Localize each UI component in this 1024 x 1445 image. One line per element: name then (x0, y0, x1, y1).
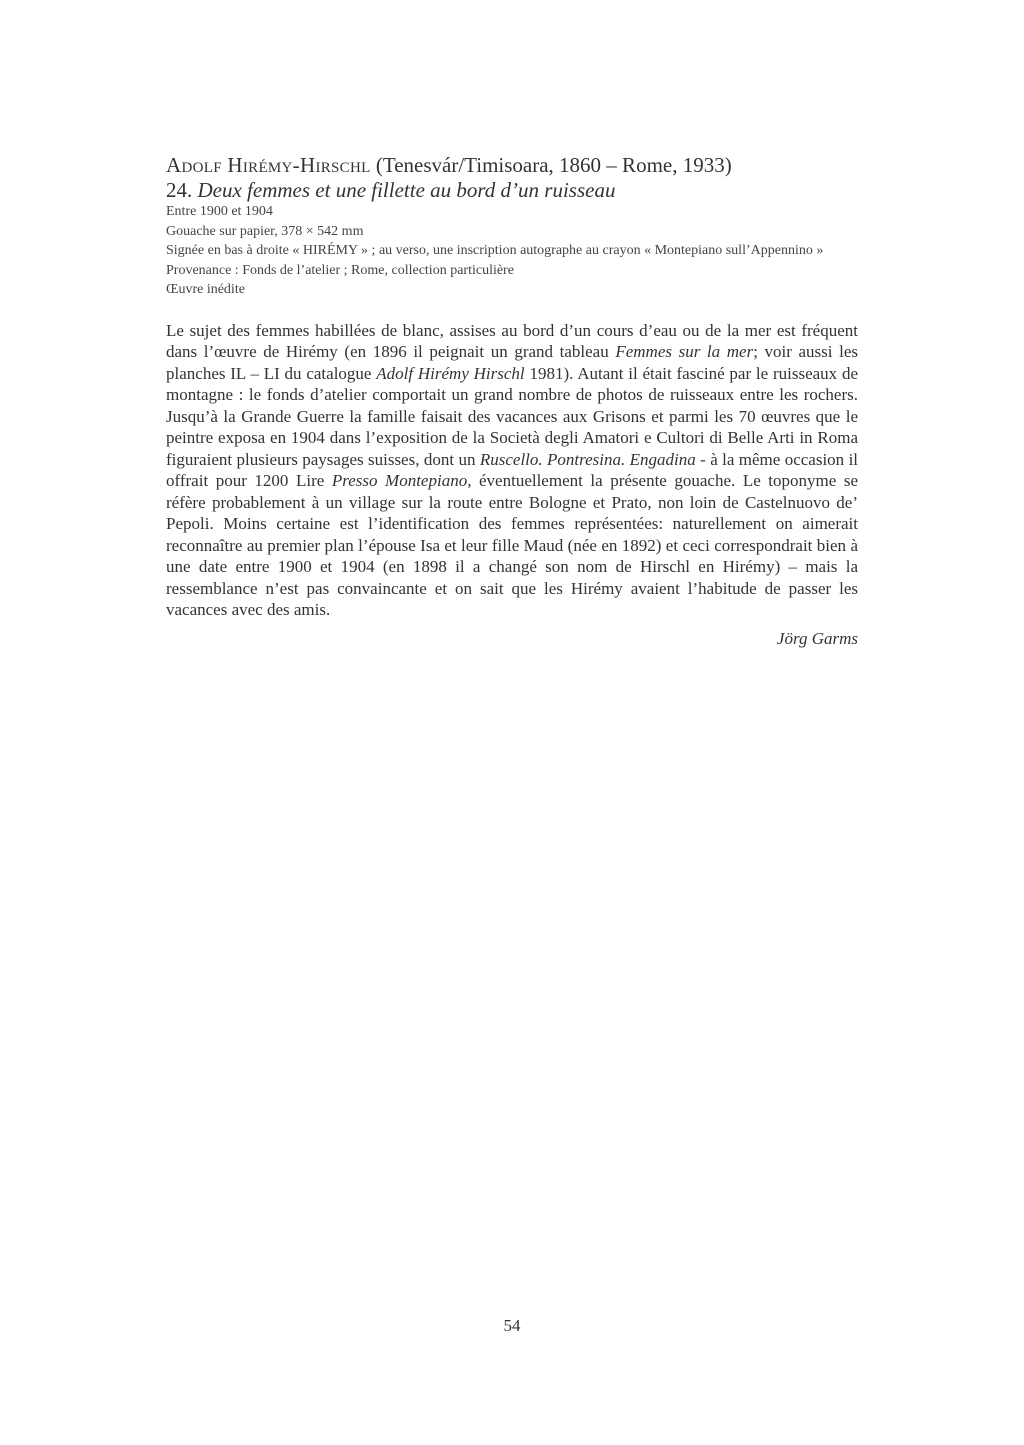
work-date: Entre 1900 et 1904 (166, 204, 273, 219)
catalogue-number: 24. (166, 178, 198, 202)
artist-name: Adolf Hirémy-Hirschl (166, 153, 371, 177)
artist-heading (166, 152, 858, 178)
body-italic-title: Femmes sur la mer (615, 342, 754, 361)
body-text-segment: - à la même occasion il offrait pour 1200 Lire (166, 449, 859, 490)
work-provenance: Provenance : Fonds de l’atelier ; Rome, collection particulière (166, 262, 514, 278)
body-text-segment: Le sujet des femmes habillées de blanc, assises au bord d’un cours d’eau ou de la mer est fréquent dans l’œuvre de Hirémy (en 1896 il peignait un grand tableau (166, 320, 858, 361)
work-title (166, 178, 858, 202)
body-text-segment: , éventuellement la présente gouache. Le toponyme se réfère probablement à un village sur la route entre Bologne et Prato, non loin de Castelnuovo de’ Pepoli. Moins certaine est l’identification des femmes représentées: naturellement on aimerait reconnaître au premier plan l’épouse Isa et leur fille Maud (née en 1892) et ceci correspondrait bien à une date entre 1900 et 1904 (en 1898 il a changé son nom de Hirschl en Hirémy) – mais la ressemblance n’est pas convaincante et on sait que les Hirémy avaient l’habitude de passer les vacances avec des amis. (166, 471, 858, 619)
body-italic-title: Presso Montepiano (331, 471, 468, 490)
artist-dates: (Tenesvár/Timisoara, 1860 – Rome, 1933) (370, 153, 732, 177)
work-status: Œuvre inédite (166, 282, 245, 297)
author-signature: Jörg Garms (776, 628, 858, 648)
work-title-text: Deux femmes et une fillette au bord d’un ruisseau (197, 178, 616, 202)
page-number: 54 (503, 1316, 521, 1335)
body-italic-title: Ruscello. Pontresina. Engadina (479, 449, 696, 469)
work-inscription: Signée en bas à droite « HIRÉMY » ; au verso, une inscription autographe au crayon « Montepiano sull’Appennino » (166, 243, 824, 258)
body-paragraph (166, 320, 858, 621)
body-italic-title: Adolf Hirémy Hirschl (376, 363, 525, 383)
work-medium: Gouache sur papier, 378 × 542 mm (166, 223, 364, 239)
catalogue-entry (166, 152, 858, 649)
body-text-segment: ; voir aussi les planches IL – LI du catalogue (166, 342, 858, 383)
body-text-segment: 1981). Autant il était fasciné par le ruisseaux de montagne : le fonds d’atelier comportait un grand nombre de photos de ruisseaux entre les rochers. Jusqu’à la Grande Guerre la famille faisait des vacances aux Grisons et parmi les 70 œuvres que le peintre exposa en 1904 dans l’exposition de la Società degli Amatori e Cultori di Belle Arti in Roma figuraient plusieurs paysages suisses, dont un (166, 363, 858, 469)
